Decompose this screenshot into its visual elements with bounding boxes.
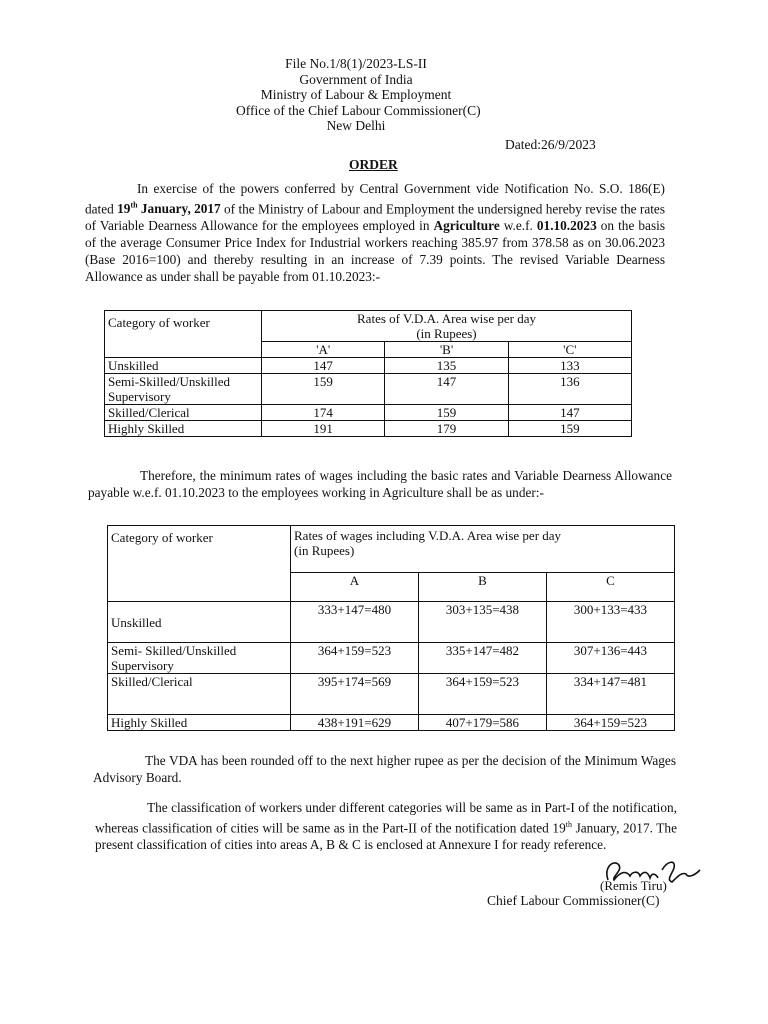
area-b-header: 'B'	[385, 342, 508, 358]
paragraph-minimum-wages: Therefore, the minimum rates of wages including the basic rates and Variable Dearness Allowance payable w.e.f. 01.10.2023 to the employees working in Agriculture shall be as under:-	[88, 468, 672, 500]
table-row: Semi- Skilled/Unskilled Supervisory 364+159=523 335+147=482 307+136=443	[108, 643, 675, 674]
table-header-rates: Rates of wages including V.D.A. Area wise per day (in Rupees)	[291, 526, 675, 573]
table-row: Highly Skilled 438+191=629 407+179=586 364+159=523	[108, 715, 675, 731]
table-row: Skilled/Clerical 174 159 147	[105, 405, 632, 421]
table-header-rates: Rates of V.D.A. Area wise per day (in Rupees)	[262, 311, 632, 342]
signatory-name: (Remis Tiru)	[600, 878, 667, 893]
office-name: Office of the Chief Labour Commissioner(C)	[236, 102, 481, 118]
table-row: Skilled/Clerical 395+174=569 364+159=523 334+147=481	[108, 674, 675, 715]
area-a-header: 'A'	[262, 342, 385, 358]
table-header-category: Category of worker	[108, 526, 291, 602]
table-row: Unskilled 333+147=480 303+135=438 300+133=433	[108, 602, 675, 643]
government-name: Government of India	[299, 71, 413, 87]
table-row: Highly Skilled 191 179 159	[105, 421, 632, 437]
ministry-name: Ministry of Labour & Employment	[260, 87, 452, 102]
paragraph-classification: The classification of workers under different categories will be same as in Part-I of the notification, whereas classification of cities will be same as in the Part-II of the notification dated 19th January, 2017. The present classification of cities into areas A, B & C is enclosed at Annexure I for ready reference.	[95, 800, 677, 853]
paragraph-intro: In exercise of the powers conferred by Central Government vide Notification No. S.O. 186(E) dated 19th January, 2017 of the Ministry of Labour and Employment the undersigned hereby revise the rates of Variable Dearness Allowance for the employees employed in Agriculture w.e.f. 01.10.2023 on the basis of the average Consumer Price Index for Industrial workers reaching 385.97 from 378.58 as on 30.06.2023 (Base 2016=100) and thereby resulting in an increase of 7.39 points. The revised Variable Dearness Allowance as under shall be payable from 01.10.2023:-	[85, 181, 666, 285]
table-row: Unskilled 147 135 133	[105, 358, 632, 374]
area-c-header: C	[546, 573, 674, 602]
file-number: File No.1/8(1)/2023-LS-II	[285, 56, 427, 71]
signatory-designation: Chief Labour Commissioner(C)	[487, 893, 660, 908]
document-header	[236, 56, 481, 134]
page-title: ORDER	[349, 157, 398, 172]
city-name: New Delhi	[326, 118, 386, 133]
area-c-header: 'C'	[508, 342, 631, 358]
wage-rates-table	[107, 525, 675, 731]
vda-rates-table	[104, 310, 632, 437]
paragraph-rounding: The VDA has been rounded off to the next higher rupee as per the decision of the Minimum Wages Advisory Board.	[93, 753, 676, 785]
area-a-header: A	[291, 573, 419, 602]
order-date: Dated:26/9/2023	[505, 137, 596, 152]
table-header-category: Category of worker	[105, 311, 262, 358]
table-row: Semi-Skilled/Unskilled Supervisory 159 147 136	[105, 374, 632, 405]
area-b-header: B	[418, 573, 546, 602]
